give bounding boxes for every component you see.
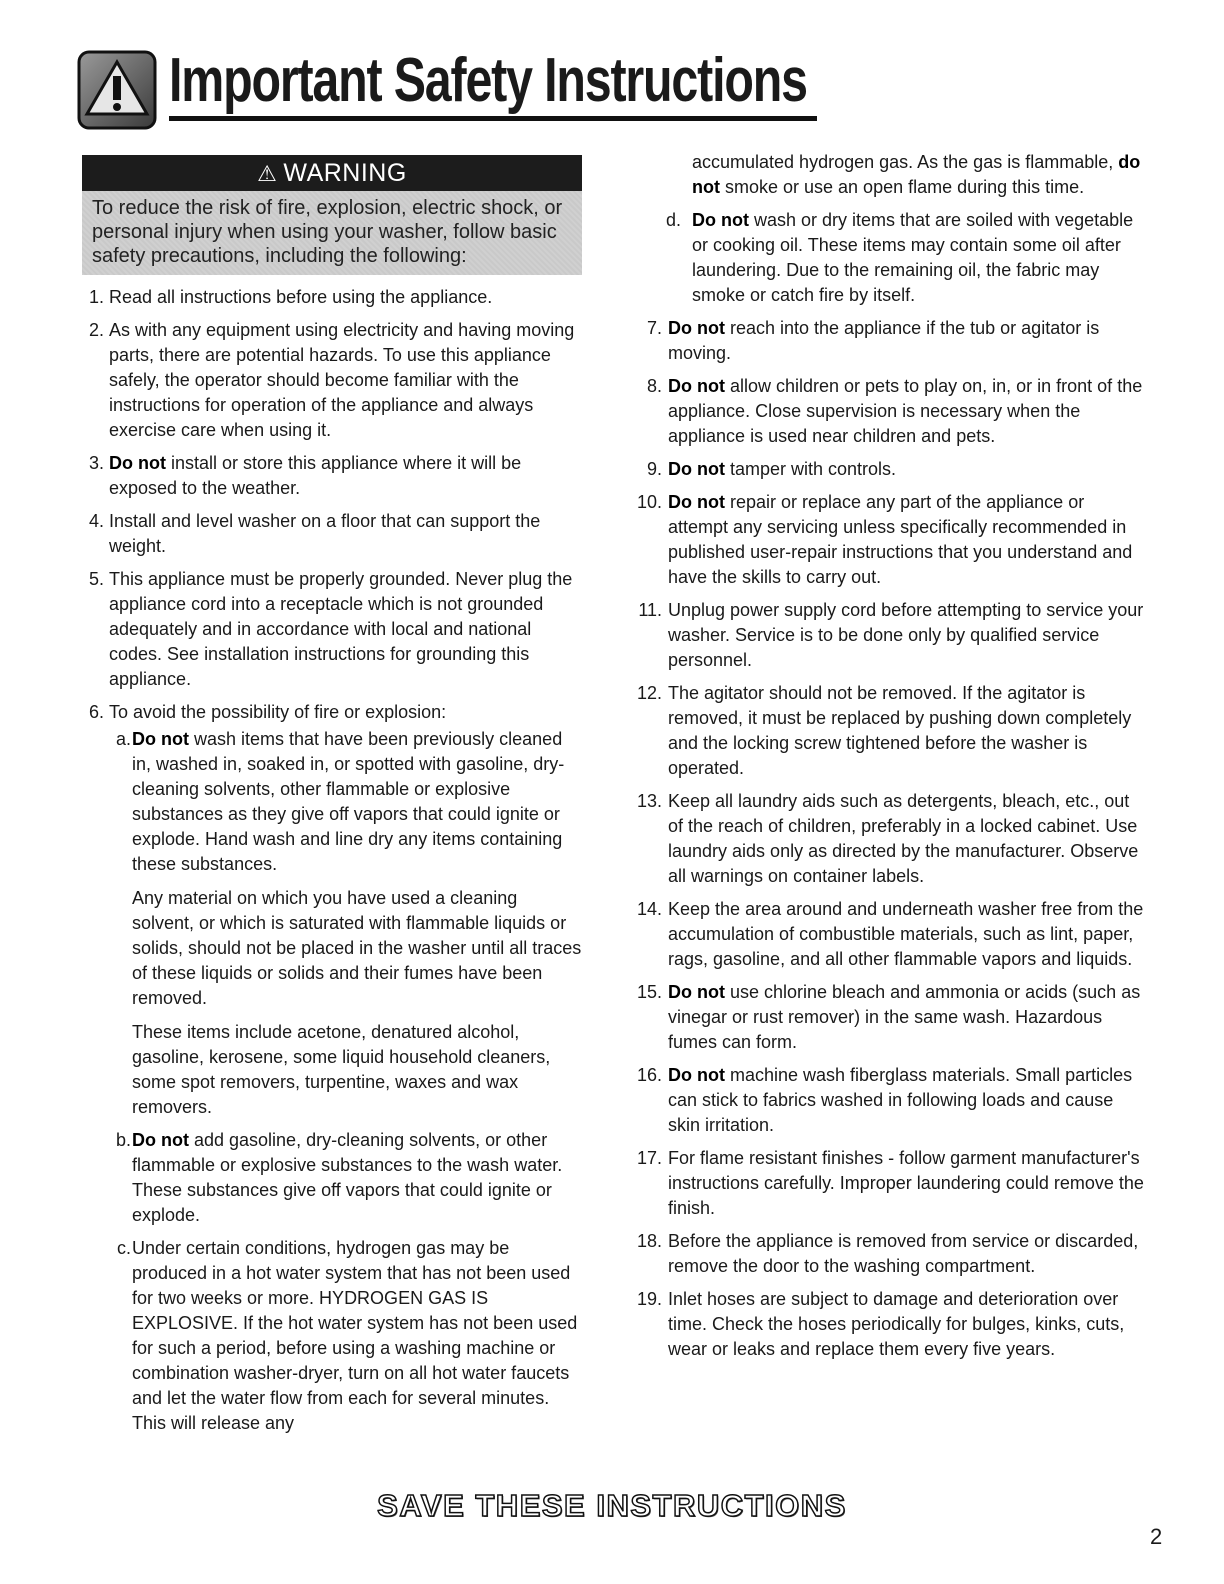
list-item-15: 15. Do not use chlorine bleach and ammonia or acids (such as vinegar or rust remover) in the same wash. Hazardous fumes can form. (636, 982, 1141, 1052)
warning-heading-text: WARNING (283, 159, 407, 187)
list-item-16: 16. Do not machine wash fiberglass materials. Small particles can stick to fabrics washed in following loads and cause skin irritation. (636, 1065, 1133, 1135)
list-item-4: 4. Install and level washer on a floor that can support the weight. (88, 511, 541, 556)
list-item-7: 7. Do not reach into the appliance if the tub or agitator is moving. (646, 318, 1100, 363)
list-item-8: 8. Do not allow children or pets to play on, in, or in front of the appliance. Close supervision is necessary when the appliance is used near children and pets. (646, 376, 1143, 446)
list-item-5: 5. This appliance must be properly grounded. Never plug the appliance cord into a receptacle which is not grounded adequately and in accordance with local and national codes. See installation instructions for grounding this appliance. (88, 569, 573, 689)
sub-item-6d: d. Do not wash or dry items that are soiled with vegetable or cooking oil. These items may contain some oil after laundering. Due to the remaining oil, the fabric may smoke or catch fire by itself. (666, 210, 1134, 305)
save-instructions-banner: SAVE THESE INSTRUCTIONS (377, 1488, 847, 1523)
warning-symbol-icon: ⚠ (257, 161, 278, 186)
warning-text: To reduce the risk of fire, explosion, electric shock, or personal injury when using your washer, follow basic safety precautions, including the following: (82, 191, 582, 275)
sub-item-6c: c. Under certain conditions, hydrogen gas may be produced in a hot water system that has not been used for two weeks or more. HYDROGEN GAS IS EXPLOSIVE. If the hot water system has not been used for such a period, before using a washing machine or combination washer-dryer, turn on all hot water faucets and let the water flow from each for several minutes. This will release any (116, 1238, 578, 1433)
warning-box (82, 155, 582, 275)
sub-item-6b: b. Do not add gasoline, dry-cleaning solvents, or other flammable or explosive substances to the wash water. These substances give off vapors that could ignite or explode. (115, 1130, 563, 1225)
list-item-1: 1. Read all instructions before using the appliance. (88, 287, 493, 307)
list-item-9: 9. Do not tamper with controls. (646, 459, 897, 479)
page-title: Important Safety Instructions (169, 46, 807, 115)
right-column (632, 150, 1147, 1370)
list-item-10: 10. Do not repair or replace any part of the appliance or attempt any servicing unless specifically recommended in published user-repair instructions that you understand and have the skills to carry out. (636, 492, 1133, 587)
list-item-14: 14. Keep the area around and underneath washer free from the accumulation of combustible materials, such as lint, paper, rags, gasoline, and all other flammable vapors and liquids. (636, 899, 1144, 969)
page-header (77, 40, 817, 130)
sub-item-6c-continued: accumulated hydrogen gas. As the gas is flammable, do not smoke or use an open flame during this time. (692, 152, 1141, 197)
list-item-2: 2. As with any equipment using electricity and having moving parts, there are potential hazards. To use this appliance safely, the operator should become familiar with the instructions for operation of the appliance and always exercise care when using it. (88, 320, 575, 440)
title-underline (169, 116, 817, 121)
list-item-12: 12. The agitator should not be removed. If the agitator is removed, it must be replaced by pushing down completely and the locking screw tightened before the washer is operated. (636, 683, 1132, 778)
sub-item-6a-para-1: Any material on which you have used a cleaning solvent, or which is saturated with flammable liquids or solids, should not be placed in the washer until all traces of these liquids or solids and their fumes have been removed. (132, 888, 582, 1008)
list-item-18: 18. Before the appliance is removed from service or discarded, remove the door to the washing compartment. (636, 1231, 1139, 1276)
warning-triangle-icon (77, 50, 157, 130)
list-item-11: 11. Unplug power supply cord before attempting to service your washer. Service is to be done only by qualified service personnel. (638, 600, 1144, 670)
list-item-13: 13. Keep all laundry aids such as detergents, bleach, etc., out of the reach of children, preferably in a locked cabinet. Use laundry aids only as directed by the manufacturer. Observe all warnings on container labels. (636, 791, 1139, 886)
list-item-17: 17. For flame resistant finishes - follow garment manufacturer's instructions carefully. Improper laundering could remove the finish. (636, 1148, 1144, 1218)
list-item-19: 19. Inlet hoses are subject to damage and deterioration over time. Check the hoses periodically for bulges, kinks, cuts, wear or leaks and replace them every five years. (636, 1289, 1125, 1359)
list-item-3: 3. Do not install or store this appliance where it will be exposed to the weather. (88, 453, 522, 498)
sub-item-6a-para-2: These items include acetone, denatured alcohol, gasoline, kerosene, some liquid household cleaners, some spot removers, turpentine, waxes and wax removers. (132, 1022, 551, 1117)
warning-heading (82, 155, 582, 191)
list-item-6: 6. To avoid the possibility of fire or explosion: a. Do not wash items that have been previously cleaned in, washed in, soaked in, or spotted with gasoline, dry-cleaning solvents, other flammable or explosive substances as they give off vapors that could ignite or explode. Hand wash and line dry any items containing these substances. Any material on which you have used a cleaning solvent, or which is saturated with flammable liquids or solids, should not be placed in the washer until all traces of these liquids or solids and their fumes have been removed. These items include acetone, denatured alcohol, gasoline, kerosene, some liquid household cleaners, some spot removers, turpentine, waxes and wax removers. b. Do not add gasoline, dry-cleaning solvents, or other flammable or explosive substances to the wash water. These substances give off vapors that could ignite or explode. c. Under certain conditions, hydrogen gas may be produced in a hot water system that has not been used for two weeks or more. HYDROGEN GAS IS EXPLOSIVE. If the hot water system has not been used for such a period, before using a washing machine or combination washer-dryer, turn on all hot water faucets and let the water flow from each for several minutes. This will release any (82, 700, 582, 1436)
sub-item-6a: a. Do not wash items that have been previously cleaned in, washed in, soaked in, or spotted with gasoline, dry-cleaning solvents, other flammable or explosive substances as they give off vapors that could ignite or explode. Hand wash and line dry any items containing these substances. Any material on which you have used a cleaning solvent, or which is saturated with flammable liquids or solids, should not be placed in the washer until all traces of these liquids or solids and their fumes have been removed. These items include acetone, denatured alcohol, gasoline, kerosene, some liquid household cleaners, some spot removers, turpentine, waxes and wax removers. (109, 727, 582, 1120)
page-number: 2 (1150, 1524, 1163, 1549)
left-column (82, 155, 582, 1444)
